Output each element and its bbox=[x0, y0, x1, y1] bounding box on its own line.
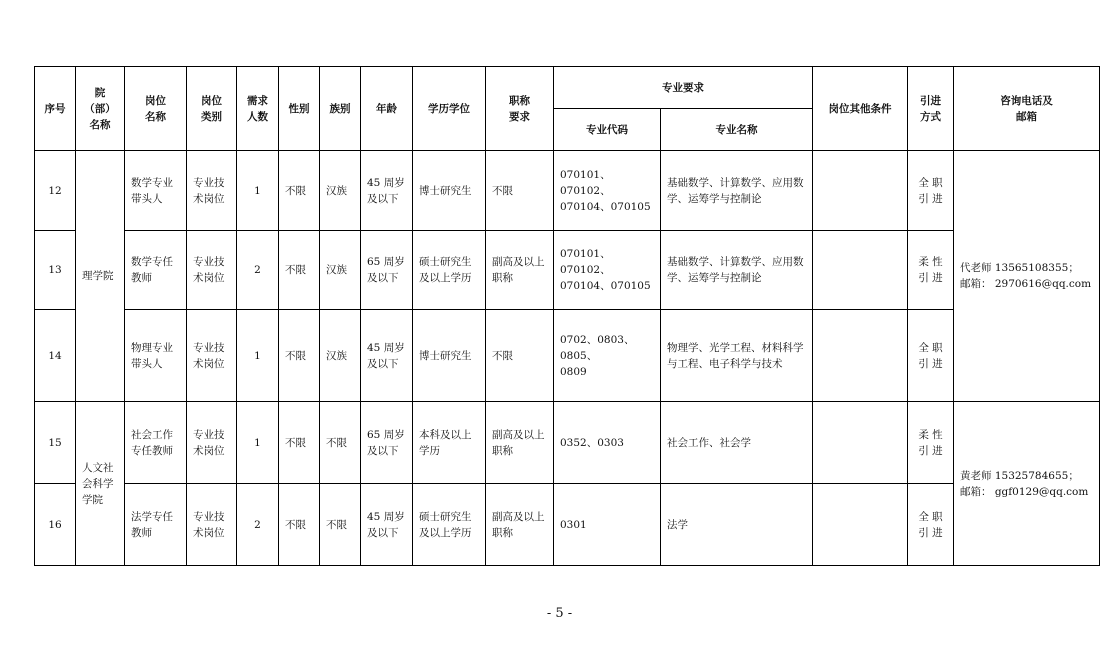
header-other: 岗位其他条件 bbox=[813, 67, 908, 151]
cell-title: 副高及以上 职称 bbox=[486, 484, 554, 566]
cell-major-code: 0702、0803、0805、 0809 bbox=[554, 310, 661, 402]
cell-type: 专业技 术岗位 bbox=[187, 484, 237, 566]
header-age: 年龄 bbox=[361, 67, 413, 151]
header-seq: 序号 bbox=[35, 67, 76, 151]
header-method: 引进 方式 bbox=[908, 67, 954, 151]
cell-major-code: 070101、070102、 070104、070105 bbox=[554, 231, 661, 310]
cell-ethnicity: 汉族 bbox=[320, 231, 361, 310]
table-row bbox=[35, 231, 1100, 310]
header-major-name: 专业名称 bbox=[661, 109, 813, 151]
cell-title: 副高及以上 职称 bbox=[486, 231, 554, 310]
cell-post: 数学专任 教师 bbox=[125, 231, 187, 310]
cell-education: 博士研究生 bbox=[413, 310, 486, 402]
cell-method: 全 职 引 进 bbox=[908, 484, 954, 566]
cell-method: 全 职 引 进 bbox=[908, 310, 954, 402]
cell-title: 副高及以上 职称 bbox=[486, 402, 554, 484]
cell-other bbox=[813, 231, 908, 310]
page-number: - 5 - bbox=[546, 606, 573, 621]
cell-education: 硕士研究生 及以上学历 bbox=[413, 231, 486, 310]
cell-ethnicity: 不限 bbox=[320, 484, 361, 566]
cell-type: 专业技 术岗位 bbox=[187, 151, 237, 231]
cell-age: 65 周岁 及以下 bbox=[361, 231, 413, 310]
cell-contact-science: 代老师 13565108355； 邮箱： 2970616@qq.com bbox=[954, 151, 1100, 402]
header-dept: 院（部） 名称 bbox=[76, 67, 125, 151]
cell-title: 不限 bbox=[486, 151, 554, 231]
cell-age: 45 周岁 及以下 bbox=[361, 310, 413, 402]
table-row bbox=[35, 484, 1100, 566]
header-major-req: 专业要求 bbox=[554, 67, 813, 109]
cell-education: 硕士研究生 及以上学历 bbox=[413, 484, 486, 566]
cell-major-code: 070101、070102、 070104、070105 bbox=[554, 151, 661, 231]
cell-count: 1 bbox=[237, 151, 279, 231]
table-row bbox=[35, 310, 1100, 402]
cell-gender: 不限 bbox=[279, 231, 320, 310]
cell-age: 45 周岁 及以下 bbox=[361, 484, 413, 566]
cell-method: 柔 性 引 进 bbox=[908, 402, 954, 484]
cell-other bbox=[813, 310, 908, 402]
cell-seq: 15 bbox=[35, 402, 76, 484]
cell-ethnicity: 汉族 bbox=[320, 310, 361, 402]
cell-age: 65 周岁 及以下 bbox=[361, 402, 413, 484]
header-gender: 性别 bbox=[279, 67, 320, 151]
header-education: 学历学位 bbox=[413, 67, 486, 151]
header-title-req: 职称 要求 bbox=[486, 67, 554, 151]
cell-count: 1 bbox=[237, 310, 279, 402]
cell-type: 专业技 术岗位 bbox=[187, 231, 237, 310]
cell-age: 45 周岁 及以下 bbox=[361, 151, 413, 231]
header-post-type: 岗位 类别 bbox=[187, 67, 237, 151]
cell-title: 不限 bbox=[486, 310, 554, 402]
cell-education: 本科及以上 学历 bbox=[413, 402, 486, 484]
cell-major-code: 0352、0303 bbox=[554, 402, 661, 484]
cell-major-code: 0301 bbox=[554, 484, 661, 566]
cell-count: 2 bbox=[237, 484, 279, 566]
cell-other bbox=[813, 402, 908, 484]
cell-ethnicity: 不限 bbox=[320, 402, 361, 484]
cell-count: 2 bbox=[237, 231, 279, 310]
header-ethnicity: 族别 bbox=[320, 67, 361, 151]
cell-seq: 14 bbox=[35, 310, 76, 402]
header-post-name: 岗位 名称 bbox=[125, 67, 187, 151]
header-count: 需求 人数 bbox=[237, 67, 279, 151]
cell-post: 法学专任 教师 bbox=[125, 484, 187, 566]
cell-method: 柔 性 引 进 bbox=[908, 231, 954, 310]
table-row bbox=[35, 151, 1100, 231]
cell-major-name: 基础数学、计算数学、应用数 学、运筹学与控制论 bbox=[661, 151, 813, 231]
cell-seq: 13 bbox=[35, 231, 76, 310]
cell-education: 博士研究生 bbox=[413, 151, 486, 231]
header-contact: 咨询电话及 邮箱 bbox=[954, 67, 1100, 151]
cell-dept-science: 理学院 bbox=[76, 151, 125, 402]
cell-gender: 不限 bbox=[279, 310, 320, 402]
cell-dept-humanities: 人文社 会科学 学院 bbox=[76, 402, 125, 566]
cell-post: 数学专业 带头人 bbox=[125, 151, 187, 231]
cell-ethnicity: 汉族 bbox=[320, 151, 361, 231]
table-row bbox=[35, 402, 1100, 484]
cell-major-name: 社会工作、社会学 bbox=[661, 402, 813, 484]
cell-major-name: 法学 bbox=[661, 484, 813, 566]
cell-other bbox=[813, 484, 908, 566]
cell-type: 专业技 术岗位 bbox=[187, 310, 237, 402]
cell-seq: 16 bbox=[35, 484, 76, 566]
cell-type: 专业技 术岗位 bbox=[187, 402, 237, 484]
cell-gender: 不限 bbox=[279, 484, 320, 566]
cell-post: 物理专业 带头人 bbox=[125, 310, 187, 402]
header-row bbox=[35, 67, 1100, 109]
cell-gender: 不限 bbox=[279, 402, 320, 484]
cell-post: 社会工作 专任教师 bbox=[125, 402, 187, 484]
cell-gender: 不限 bbox=[279, 151, 320, 231]
cell-major-name: 物理学、光学工程、材料科学 与工程、电子科学与技术 bbox=[661, 310, 813, 402]
recruitment-table bbox=[34, 66, 1100, 566]
cell-seq: 12 bbox=[35, 151, 76, 231]
cell-method: 全 职 引 进 bbox=[908, 151, 954, 231]
cell-count: 1 bbox=[237, 402, 279, 484]
cell-major-name: 基础数学、计算数学、应用数 学、运筹学与控制论 bbox=[661, 231, 813, 310]
cell-other bbox=[813, 151, 908, 231]
header-major-code: 专业代码 bbox=[554, 109, 661, 151]
cell-contact-humanities: 黄老师 15325784655； 邮箱： ggf0129@qq.com bbox=[954, 402, 1100, 566]
